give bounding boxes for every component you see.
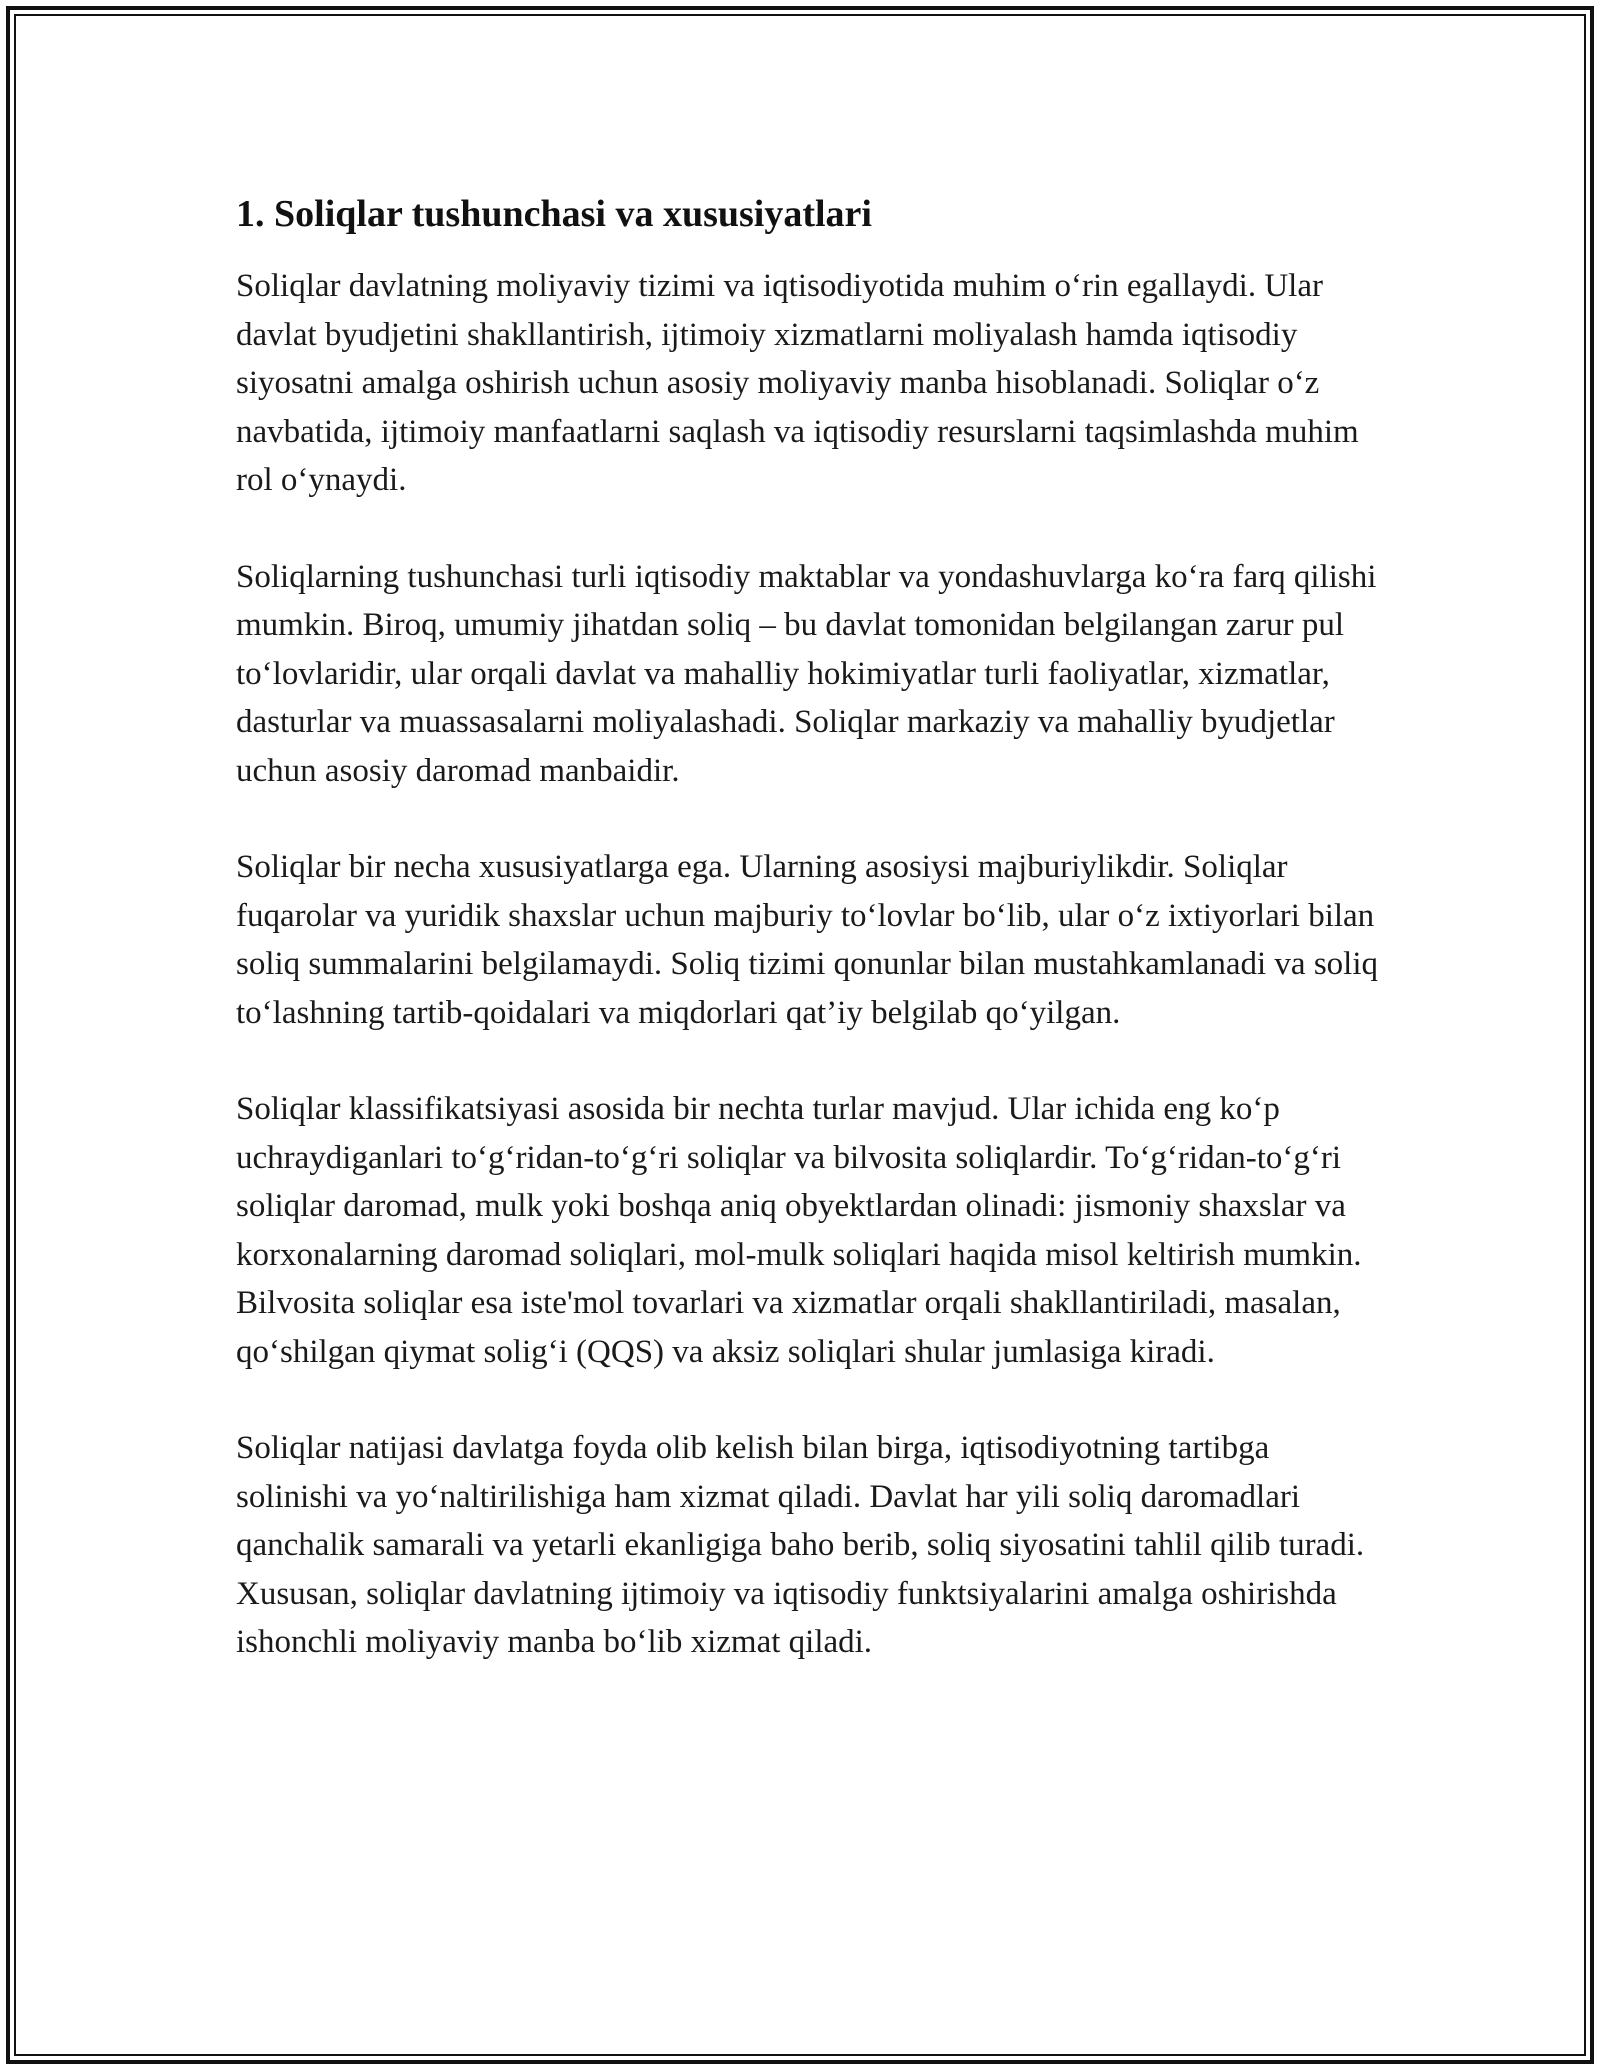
- paragraph-3: Soliqlar bir necha xususiyatlarga ega. Ularning asosiysi majburiylikdir. Soliqlar fuqarolar va yuridik shaxslar uchun majburiy to‘lovlar bo‘lib, ular o‘z ixtiyorlari bilan soliq summalarini belgilamaydi. Soliq tizimi qonunlar bilan mustahkamlanadi va soliq to‘lashning tartib-qoidalari va miqdorlari qat’iy belgilab qo‘yilgan.: [236, 849, 1378, 1031]
- paragraph-4: Soliqlar klassifikatsiyasi asosida bir nechta turlar mavjud. Ular ichida eng ko‘p uchraydiganlari to‘g‘ridan-to‘g‘ri soliqlar va bilvosita soliqlardir. To‘g‘ridan-to‘g‘ri soliqlar daromad, mulk yoki boshqa aniq obyektlardan olinadi: jismoniy shaxslar va korxonalarning daromad soliqlari, mol-mulk soliqlari haqida misol keltirish mumkin. Bilvosita soliqlar esa iste'mol tovarlari va xizmatlar orqali shakllantiriladi, masalan, qo‘shilgan qiymat solig‘i (QQS) va aksiz soliqlari shular jumlasiga kiradi.: [236, 1091, 1362, 1370]
- paragraph-5: Soliqlar natijasi davlatga foyda olib kelish bilan birga, iqtisodiyotning tartibga solinishi va yo‘naltirilishiga ham xizmat qiladi. Davlat har yili soliq daromadlari qanchalik samarali va yetarli ekanligiga baho berib, soliq siyosatini tahlil qilib turadi. Xususan, soliqlar davlatning ijtimoiy va iqtisodiy funktsiyalarini amalga oshirishda ishonchli moliyaviy manba bo‘lib xizmat qiladi.: [236, 1430, 1365, 1660]
- section-heading: 1. Soliqlar tushunchasi va xususiyatlari: [236, 193, 872, 235]
- paragraph-1: Soliqlar davlatning moliyaviy tizimi va iqtisodiyotida muhim o‘rin egallaydi. Ular davlat byudjetini shakllantirish, ijtimoiy xizmatlarni moliyalash hamda iqtisodiy siyosatni amalga oshirish uchun asosiy moliyaviy manba hisoblanadi. Soliqlar o‘z navbatida, ijtimoiy manfaatlarni saqlash va iqtisodiy resurslarni taqsimlashda muhim rol o‘ynaydi.: [236, 268, 1359, 498]
- paragraph-2: Soliqlarning tushunchasi turli iqtisodiy maktablar va yondashuvlarga ko‘ra farq qilishi mumkin. Biroq, umumiy jihatdan soliq – bu davlat tomonidan belgilangan zarur pul to‘lovlaridir, ular orqali davlat va mahalliy hokimiyatlar turli faoliyatlar, xizmatlar, dasturlar va muassasalarni moliyalashadi. Soliqlar markaziy va mahalliy byudjetlar uchun asosiy daromad manbaidir.: [236, 558, 1377, 789]
- document-body: [236, 188, 1386, 1715]
